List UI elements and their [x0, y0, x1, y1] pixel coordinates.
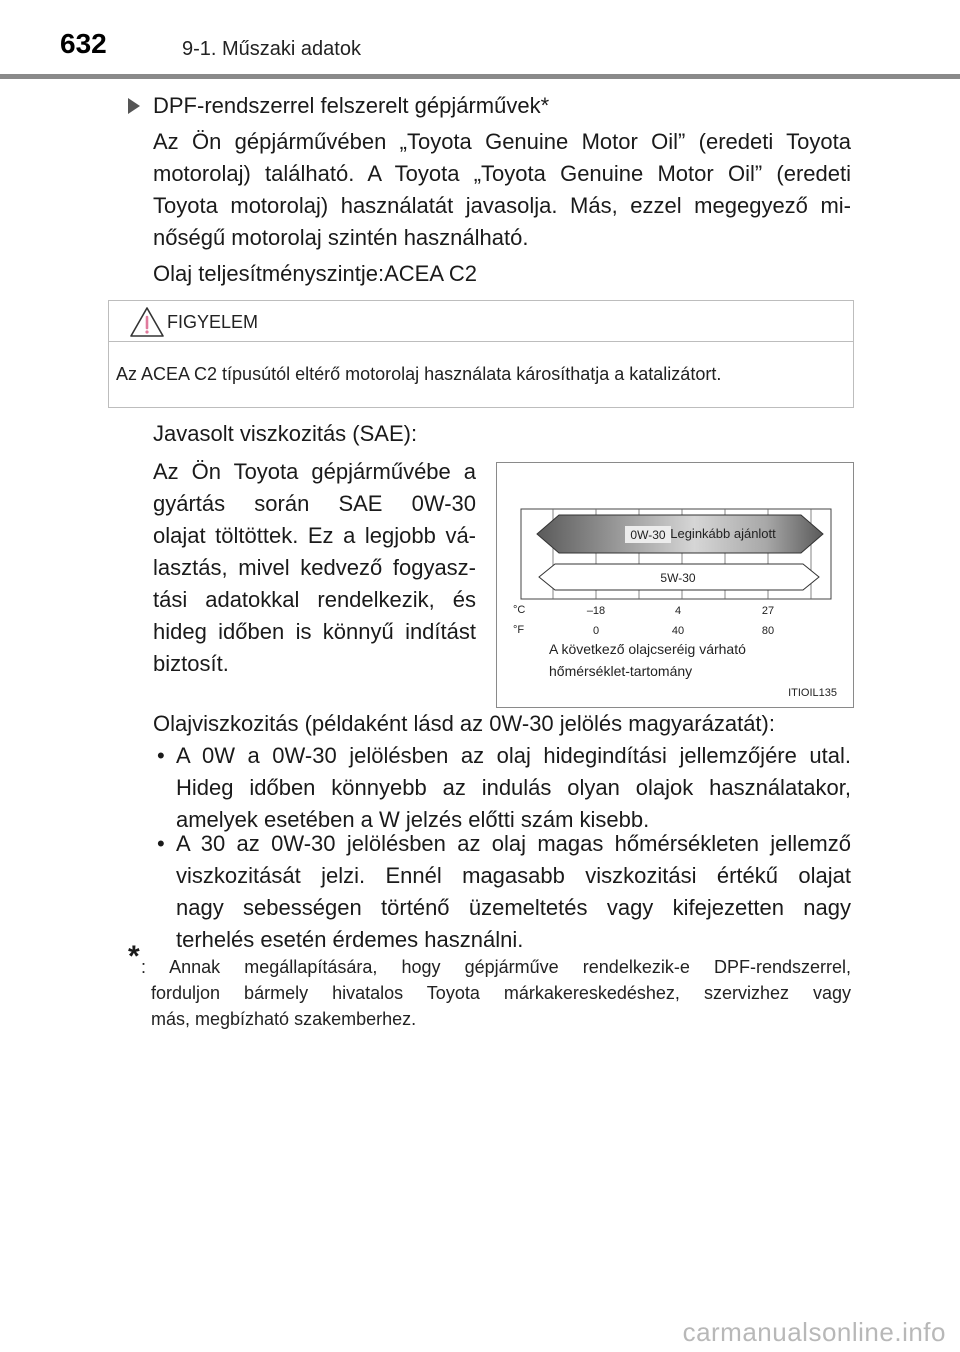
footnote-line-1: : Annak megállapítására, hogy gépjárműve rendelkezik-e DPF-rendszerrel,: [141, 957, 851, 977]
page-number: 632: [60, 28, 107, 59]
bar-0w30-code: 0W-30: [630, 528, 666, 542]
warning-triangle-icon: [129, 306, 165, 338]
footnote-line-2: forduljon bármely hivatalos Toyota márkakereskedéshez, szervizhez vagy: [151, 983, 851, 1003]
footnote-marker: *: [128, 940, 140, 973]
caution-box: [108, 300, 854, 408]
figure-caption-line-1: A következő olajcseréig várható: [549, 641, 746, 657]
viscosity-heading: Javasolt viszkozitás (SAE):: [153, 421, 418, 446]
dpf-line-1: Az Ön gépjárművében „Toyota Genuine Motor Oil” (eredeti Toyota: [153, 129, 851, 154]
figure-id: ITIOIL135: [788, 687, 837, 699]
dpf-line-2: motorolaj) található. A Toyota „Toyota Genuine Motor Oil” (eredeti: [153, 161, 851, 186]
bullet1-line-2: Hideg időben könnyebb az indulás olyan olajok használatakor,: [176, 775, 851, 800]
dpf-line-4: nőségű motorolaj szintén használható.: [153, 225, 529, 250]
viscosity-line-7: biztosít.: [153, 651, 229, 676]
caution-text: Az ACEA C2 típusútól eltérő motorolaj használata károsíthatja a katalizátort.: [116, 364, 722, 384]
bullet2-line-1: A 30 az 0W-30 jelölésben az olaj magas hőmérsékleten jellemző: [176, 831, 851, 856]
section-title: 9-1. Műszaki adatok: [182, 38, 361, 60]
bullet-dot: •: [157, 743, 165, 768]
dpf-line-3: Toyota motorolaj) használatát javasolja. Más, ezzel megegyező mi-: [153, 193, 851, 218]
bullet-dot: •: [157, 831, 165, 856]
viscosity-line-6: hideg időben is könnyű indítást: [153, 619, 476, 644]
viscosity-diagram: [497, 463, 853, 707]
bullet2-line-4: terhelés esetén érdemes használni.: [176, 927, 524, 952]
viscosity-line-2: gyártás során SAE 0W-30: [153, 491, 476, 516]
tick-c: 4: [674, 605, 682, 617]
tick-f: 0: [592, 625, 600, 637]
bullet1-line-3: amelyek esetében a W jelzés előtti szám kisebb.: [176, 807, 650, 832]
tick-c: –18: [586, 605, 606, 617]
tick-c: 27: [761, 605, 775, 617]
bullet-triangle-icon: [128, 98, 140, 114]
footnote-line-3: más, megbízható szakemberhez.: [151, 1009, 417, 1029]
dpf-heading: DPF-rendszerrel felszerelt gépjárművek*: [153, 93, 550, 118]
viscosity-figure: [496, 462, 854, 708]
header-rule: [0, 74, 960, 79]
bullet1-line-1: A 0W a 0W-30 jelölésben az olaj hidegindítási jellemzőjére utal.: [176, 743, 851, 768]
tick-f: 40: [671, 625, 685, 637]
performance-level: Olaj teljesítményszintje:ACEA C2: [153, 261, 478, 286]
tick-f: 80: [761, 625, 775, 637]
watermark: carmanualsonline.info: [682, 1317, 946, 1347]
bullet2-line-3: nagy sebességen történő üzemeltetés vagy kifejezetten nagy: [176, 895, 851, 920]
figure-caption-line-2: hőmérséklet-tartomány: [549, 663, 693, 679]
viscosity-line-4: lasztás, mivel kedvező fogyasz-: [153, 555, 476, 580]
caution-header: [109, 301, 853, 342]
unit-fahrenheit: °F: [513, 624, 525, 636]
viscosity-line-1: Az Ön Toyota gépjárművébe a: [153, 459, 476, 484]
unit-celsius: °C: [513, 604, 526, 616]
caution-label: FIGYELEM: [167, 312, 259, 332]
viscosity-line-5: tási adatokkal rendelkezik, és: [153, 587, 476, 612]
bar-0w30-label: Leginkább ajánlott: [670, 526, 776, 541]
bullet2-line-2: viszkozitását jelzi. Ennél magasabb viszkozitási értékű olajat: [176, 863, 851, 888]
explanation-intro: Olajviszkozitás (példaként lásd az 0W-30 jelölés magyarázatát):: [153, 711, 775, 736]
bar-5w30-code: 5W-30: [660, 571, 696, 585]
viscosity-line-3: olajat töltöttek. Ez a legjobb vá-: [153, 523, 476, 548]
